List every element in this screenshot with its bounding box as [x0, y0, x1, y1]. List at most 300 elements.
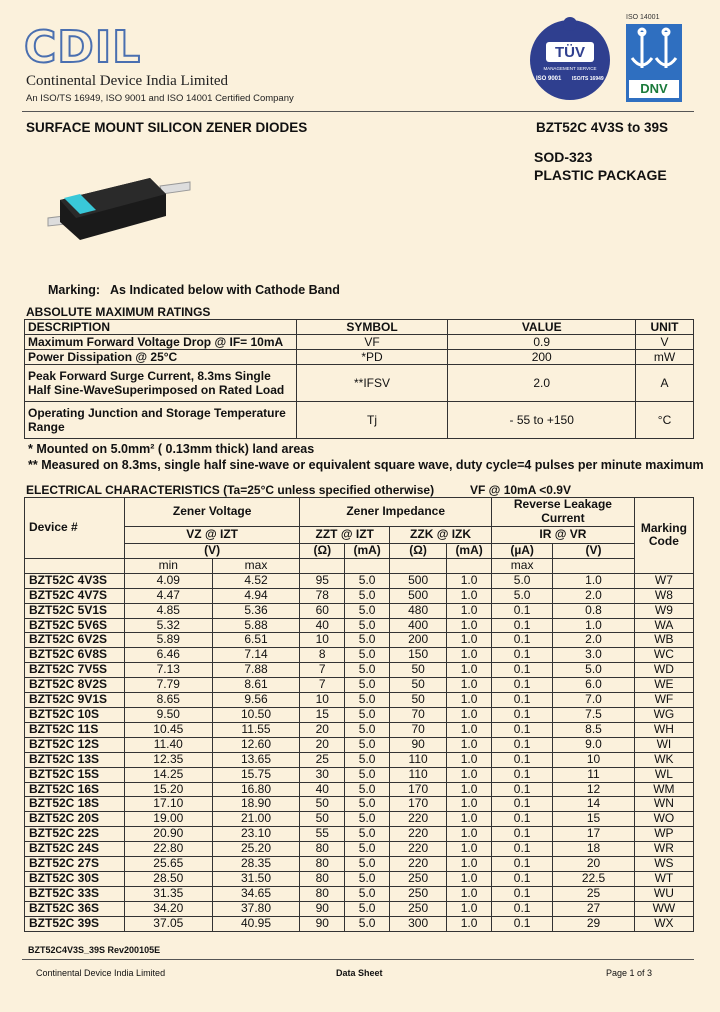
zzk-cell: 90 — [390, 737, 447, 752]
vz-header: VZ @ IZT — [124, 527, 299, 544]
zzk-unit: (Ω) — [390, 544, 447, 559]
izk-cell: 1.0 — [447, 871, 492, 886]
zzt-cell: 7 — [300, 678, 345, 693]
ir-max-header: max — [492, 558, 553, 573]
vz-max-cell: 21.00 — [212, 812, 300, 827]
abs-max-note-1: * Mounted on 5.0mm² ( 0.13mm thick) land areas — [28, 442, 315, 456]
izk-cell: 1.0 — [447, 663, 492, 678]
izt-cell: 5.0 — [345, 693, 390, 708]
izk-cell: 1.0 — [447, 842, 492, 857]
vz-max-cell: 15.75 — [212, 767, 300, 782]
vz-max-cell: 12.60 — [212, 737, 300, 752]
part-range: BZT52C 4V3S to 39S — [536, 120, 669, 135]
ir-cell: 0.1 — [492, 618, 553, 633]
electrical-table — [24, 497, 694, 932]
marking-cell: WC — [634, 648, 693, 663]
marking-cell: WD — [634, 663, 693, 678]
ir-cell: 0.1 — [492, 722, 553, 737]
marking-cell: W7 — [634, 573, 693, 588]
vr-cell: 1.0 — [553, 573, 635, 588]
vr-cell: 15 — [553, 812, 635, 827]
izt-cell: 5.0 — [345, 767, 390, 782]
izt-cell: 5.0 — [345, 886, 390, 901]
device-cell: BZT52C 6V8S — [25, 648, 125, 663]
izt-cell: 5.0 — [345, 618, 390, 633]
value-cell: 200 — [448, 350, 636, 365]
zzk-cell: 50 — [390, 678, 447, 693]
izk-cell: 1.0 — [447, 752, 492, 767]
elec-header-row-1 — [25, 498, 694, 527]
izt-cell: 5.0 — [345, 901, 390, 916]
vf-note: VF @ 10mA <0.9V — [470, 483, 571, 497]
symbol-cell: Tj — [296, 402, 448, 439]
vz-min-cell: 28.50 — [124, 871, 212, 886]
vz-min-cell: 9.50 — [124, 707, 212, 722]
vr-cell: 3.0 — [553, 648, 635, 663]
izt-cell: 5.0 — [345, 707, 390, 722]
izk-cell: 1.0 — [447, 633, 492, 648]
table-row — [25, 588, 694, 603]
vz-max-cell: 18.90 — [212, 797, 300, 812]
vr-cell: 20 — [553, 857, 635, 872]
marking-cell: WA — [634, 618, 693, 633]
marking-cell: WX — [634, 916, 693, 931]
izk-cell: 1.0 — [447, 827, 492, 842]
abs-max-title: ABSOLUTE MAXIMUM RATINGS — [26, 305, 211, 319]
table-row — [25, 707, 694, 722]
vr-cell: 0.8 — [553, 603, 635, 618]
zzt-cell: 80 — [300, 842, 345, 857]
vz-min-cell: 37.05 — [124, 916, 212, 931]
izt-cell: 5.0 — [345, 588, 390, 603]
footer-company: Continental Device India Limited — [36, 968, 166, 978]
table-row — [25, 797, 694, 812]
izt-cell: 5.0 — [345, 722, 390, 737]
company-name: Continental Device India Limited — [26, 73, 229, 89]
marking-cell: WI — [634, 737, 693, 752]
ir-cell: 0.1 — [492, 886, 553, 901]
table-row — [25, 603, 694, 618]
device-cell: BZT52C 4V3S — [25, 573, 125, 588]
marking-cell: WL — [634, 767, 693, 782]
vz-max-cell: 7.14 — [212, 648, 300, 663]
device-cell: BZT52C 11S — [25, 722, 125, 737]
izk-cell: 1.0 — [447, 573, 492, 588]
package-type: PLASTIC PACKAGE — [534, 167, 667, 183]
device-cell: BZT52C 39S — [25, 916, 125, 931]
vz-min-cell: 5.89 — [124, 633, 212, 648]
vr-cell: 22.5 — [553, 871, 635, 886]
dnv-text: DNV — [629, 80, 679, 98]
ir-cell: 0.1 — [492, 707, 553, 722]
vz-min-cell: 31.35 — [124, 886, 212, 901]
zener-impedance-header: Zener Impedance — [300, 498, 492, 527]
vr-cell: 12 — [553, 782, 635, 797]
package-name: SOD-323 — [534, 149, 593, 165]
zzt-cell: 80 — [300, 857, 345, 872]
marking-cell: WS — [634, 857, 693, 872]
ir-cell: 0.1 — [492, 827, 553, 842]
abs-max-note-2: ** Measured on 8.3ms, single half sine-wave or equivalent square wave, duty cycle=4 pulses per minute maximum — [28, 458, 704, 472]
vz-max-cell: 31.50 — [212, 871, 300, 886]
unit-cell: mW — [636, 350, 694, 365]
izt-cell: 5.0 — [345, 916, 390, 931]
vr-unit: (V) — [553, 544, 635, 559]
vz-max-cell: 13.65 — [212, 752, 300, 767]
izt-cell: 5.0 — [345, 842, 390, 857]
zzk-cell: 110 — [390, 752, 447, 767]
col-symbol: SYMBOL — [296, 320, 448, 335]
vz-min-cell: 17.10 — [124, 797, 212, 812]
company-tagline: An ISO/TS 16949, ISO 9001 and ISO 14001 Certified Company — [26, 93, 294, 104]
zzk-cell: 400 — [390, 618, 447, 633]
zzk-cell: 250 — [390, 886, 447, 901]
ir-header: IR @ VR — [492, 527, 635, 544]
zzt-cell: 15 — [300, 707, 345, 722]
device-cell: BZT52C 22S — [25, 827, 125, 842]
vz-max-cell: 4.94 — [212, 588, 300, 603]
marking-cell: WG — [634, 707, 693, 722]
zzt-header: ZZT @ IZT — [300, 527, 390, 544]
vz-max-cell: 25.20 — [212, 842, 300, 857]
izt-cell: 5.0 — [345, 663, 390, 678]
vz-max-cell: 37.80 — [212, 901, 300, 916]
vz-min-cell: 34.20 — [124, 901, 212, 916]
izk-cell: 1.0 — [447, 901, 492, 916]
min-header: min — [124, 558, 212, 573]
tuv-isots: ISO/TS 16949 — [572, 76, 604, 82]
izt-cell: 5.0 — [345, 827, 390, 842]
device-cell: BZT52C 8V2S — [25, 678, 125, 693]
zzk-cell: 220 — [390, 827, 447, 842]
zzk-cell: 500 — [390, 588, 447, 603]
vr-cell: 25 — [553, 886, 635, 901]
marking-cell: WN — [634, 797, 693, 812]
izk-cell: 1.0 — [447, 886, 492, 901]
vz-min-cell: 7.13 — [124, 663, 212, 678]
symbol-cell: **IFSV — [296, 365, 448, 402]
izt-cell: 5.0 — [345, 648, 390, 663]
unit-cell: °C — [636, 402, 694, 439]
zzk-cell: 50 — [390, 663, 447, 678]
marking-cell: WW — [634, 901, 693, 916]
table-row — [25, 857, 694, 872]
vz-min-cell: 6.46 — [124, 648, 212, 663]
table-row — [25, 737, 694, 752]
ir-cell: 0.1 — [492, 857, 553, 872]
abs-max-row — [25, 335, 694, 350]
zzk-cell: 50 — [390, 693, 447, 708]
marking-code-header: Marking Code — [634, 498, 693, 574]
table-row — [25, 812, 694, 827]
marking-text: As Indicated below with Cathode Band — [110, 283, 340, 297]
zzk-cell: 250 — [390, 871, 447, 886]
zzk-cell: 300 — [390, 916, 447, 931]
device-header: Device # — [25, 498, 125, 559]
zzk-cell: 220 — [390, 812, 447, 827]
vz-min-cell: 5.32 — [124, 618, 212, 633]
vz-min-cell: 15.20 — [124, 782, 212, 797]
vz-min-cell: 22.80 — [124, 842, 212, 857]
zzk-cell: 70 — [390, 707, 447, 722]
device-cell: BZT52C 6V2S — [25, 633, 125, 648]
table-row — [25, 901, 694, 916]
table-row — [25, 752, 694, 767]
vr-cell: 29 — [553, 916, 635, 931]
zzt-cell: 90 — [300, 901, 345, 916]
table-row — [25, 722, 694, 737]
vz-max-cell: 5.88 — [212, 618, 300, 633]
izt-cell: 5.0 — [345, 603, 390, 618]
ir-cell: 5.0 — [492, 588, 553, 603]
abs-max-header-row — [25, 320, 694, 335]
ir-cell: 0.1 — [492, 871, 553, 886]
desc-cell: Power Dissipation @ 25°C — [25, 350, 297, 365]
zzk-cell: 70 — [390, 722, 447, 737]
device-cell: BZT52C 16S — [25, 782, 125, 797]
vr-cell: 17 — [553, 827, 635, 842]
izt-cell: 5.0 — [345, 737, 390, 752]
vr-cell: 2.0 — [553, 588, 635, 603]
zzt-cell: 40 — [300, 618, 345, 633]
tuv-badge — [526, 14, 614, 104]
vz-min-cell: 19.00 — [124, 812, 212, 827]
dnv-badge — [626, 24, 682, 102]
izk-cell: 1.0 — [447, 588, 492, 603]
marking-cell: WR — [634, 842, 693, 857]
device-cell: BZT52C 24S — [25, 842, 125, 857]
marking-cell: WE — [634, 678, 693, 693]
device-cell: BZT52C 18S — [25, 797, 125, 812]
vr-cell: 7.0 — [553, 693, 635, 708]
izk-cell: 1.0 — [447, 693, 492, 708]
izk-cell: 1.0 — [447, 678, 492, 693]
zzk-spacer — [390, 558, 447, 573]
company-logo: CDIL — [24, 22, 142, 73]
iso14001-label: ISO 14001 — [626, 14, 660, 21]
zzt-spacer — [300, 558, 345, 573]
zzk-cell: 480 — [390, 603, 447, 618]
izt-cell: 5.0 — [345, 573, 390, 588]
max-header: max — [212, 558, 300, 573]
desc-cell: Peak Forward Surge Current, 8.3ms Single Half Sine-WaveSuperimposed on Rated Load — [25, 365, 297, 402]
vr-cell: 5.0 — [553, 663, 635, 678]
zzt-cell: 20 — [300, 737, 345, 752]
vr-cell: 6.0 — [553, 678, 635, 693]
izt-unit: (mA) — [345, 544, 390, 559]
ir-cell: 0.1 — [492, 812, 553, 827]
col-unit: UNIT — [636, 320, 694, 335]
col-description: DESCRIPTION — [25, 320, 297, 335]
dnv-anchor-icon — [626, 24, 682, 80]
device-cell: BZT52C 20S — [25, 812, 125, 827]
table-row — [25, 678, 694, 693]
marking-cell: WK — [634, 752, 693, 767]
izk-cell: 1.0 — [447, 767, 492, 782]
vz-max-cell: 10.50 — [212, 707, 300, 722]
device-cell: BZT52C 33S — [25, 886, 125, 901]
value-cell: - 55 to +150 — [448, 402, 636, 439]
izk-cell: 1.0 — [447, 812, 492, 827]
izk-cell: 1.0 — [447, 737, 492, 752]
izt-cell: 5.0 — [345, 797, 390, 812]
izt-cell: 5.0 — [345, 678, 390, 693]
marking-cell: W8 — [634, 588, 693, 603]
desc-cell: Operating Junction and Storage Temperature Range — [25, 402, 297, 439]
ir-cell: 0.1 — [492, 797, 553, 812]
zzk-cell: 200 — [390, 633, 447, 648]
abs-max-row — [25, 365, 694, 402]
zzt-cell: 7 — [300, 663, 345, 678]
marking-cell: WP — [634, 827, 693, 842]
abs-max-table — [24, 319, 694, 439]
device-cell: BZT52C 5V6S — [25, 618, 125, 633]
footer-doc-type: Data Sheet — [336, 968, 383, 978]
device-cell: BZT52C 10S — [25, 707, 125, 722]
vz-max-cell: 11.55 — [212, 722, 300, 737]
revision-code: BZT52C4V3S_39S Rev200105E — [28, 945, 161, 955]
vr-cell: 1.0 — [553, 618, 635, 633]
izk-cell: 1.0 — [447, 916, 492, 931]
izt-cell: 5.0 — [345, 871, 390, 886]
vz-max-cell: 4.52 — [212, 573, 300, 588]
vr-cell: 14 — [553, 797, 635, 812]
ir-cell: 5.0 — [492, 573, 553, 588]
vr-spacer — [553, 558, 635, 573]
zzt-cell: 78 — [300, 588, 345, 603]
vz-min-cell: 12.35 — [124, 752, 212, 767]
zzt-unit: (Ω) — [300, 544, 345, 559]
tuv-badge-sub: MANAGEMENT SERVICE — [543, 66, 597, 71]
izt-cell: 5.0 — [345, 857, 390, 872]
device-cell: BZT52C 36S — [25, 901, 125, 916]
zzt-cell: 8 — [300, 648, 345, 663]
elec-header-row-3 — [25, 544, 694, 559]
zzt-cell: 25 — [300, 752, 345, 767]
ir-cell: 0.1 — [492, 678, 553, 693]
zzk-cell: 170 — [390, 797, 447, 812]
zzt-cell: 10 — [300, 693, 345, 708]
elec-header-row-2 — [25, 527, 694, 544]
footer-divider — [22, 959, 694, 960]
reverse-leakage-header: Reverse Leakage Current — [492, 498, 635, 527]
marking-cell: WO — [634, 812, 693, 827]
ir-unit: (µA) — [492, 544, 553, 559]
desc-cell: Maximum Forward Voltage Drop @ IF= 10mA — [25, 335, 297, 350]
table-row — [25, 842, 694, 857]
vz-max-cell: 5.36 — [212, 603, 300, 618]
izt-cell: 5.0 — [345, 782, 390, 797]
table-row — [25, 827, 694, 842]
izt-cell: 5.0 — [345, 752, 390, 767]
izk-cell: 1.0 — [447, 603, 492, 618]
zzt-cell: 55 — [300, 827, 345, 842]
electrical-table-body — [25, 573, 694, 931]
zzk-header: ZZK @ IZK — [390, 527, 492, 544]
marking-cell: WT — [634, 871, 693, 886]
marking-cell: WF — [634, 693, 693, 708]
zzk-cell: 500 — [390, 573, 447, 588]
value-cell: 0.9 — [448, 335, 636, 350]
symbol-cell: *PD — [296, 350, 448, 365]
zzk-cell: 220 — [390, 857, 447, 872]
vz-min-cell: 8.65 — [124, 693, 212, 708]
ir-cell: 0.1 — [492, 782, 553, 797]
vz-max-cell: 23.10 — [212, 827, 300, 842]
izk-cell: 1.0 — [447, 857, 492, 872]
elec-title: ELECTRICAL CHARACTERISTICS (Ta=25°C unless specified otherwise) — [26, 483, 435, 497]
vz-max-cell: 8.61 — [212, 678, 300, 693]
vr-cell: 18 — [553, 842, 635, 857]
vr-cell: 2.0 — [553, 633, 635, 648]
table-row — [25, 693, 694, 708]
zzt-cell: 20 — [300, 722, 345, 737]
table-row — [25, 767, 694, 782]
col-value: VALUE — [448, 320, 636, 335]
header-divider — [22, 111, 694, 112]
vr-cell: 7.5 — [553, 707, 635, 722]
izk-cell: 1.0 — [447, 797, 492, 812]
izt-cell: 5.0 — [345, 633, 390, 648]
vz-min-cell: 7.79 — [124, 678, 212, 693]
table-row — [25, 871, 694, 886]
izt-cell: 5.0 — [345, 812, 390, 827]
value-cell: 2.0 — [448, 365, 636, 402]
unit-cell: V — [636, 335, 694, 350]
product-title: SURFACE MOUNT SILICON ZENER DIODES — [26, 120, 308, 135]
device-cell: BZT52C 12S — [25, 737, 125, 752]
vz-min-cell: 11.40 — [124, 737, 212, 752]
vz-min-cell: 4.85 — [124, 603, 212, 618]
izk-cell: 1.0 — [447, 648, 492, 663]
ir-cell: 0.1 — [492, 603, 553, 618]
vz-unit: (V) — [124, 544, 299, 559]
vz-max-cell: 7.88 — [212, 663, 300, 678]
sod323-package-image — [40, 170, 200, 250]
zzt-cell: 50 — [300, 812, 345, 827]
zzt-cell: 10 — [300, 633, 345, 648]
device-cell: BZT52C 27S — [25, 857, 125, 872]
izk-spacer — [447, 558, 492, 573]
zzt-cell: 80 — [300, 886, 345, 901]
tuv-badge-text: TÜV — [555, 44, 585, 61]
elec-header-row-4 — [25, 558, 694, 573]
marking-label: Marking: — [48, 283, 101, 297]
device-cell: BZT52C 15S — [25, 767, 125, 782]
izk-cell: 1.0 — [447, 782, 492, 797]
zzt-cell: 60 — [300, 603, 345, 618]
zzt-cell: 90 — [300, 916, 345, 931]
ir-cell: 0.1 — [492, 752, 553, 767]
izk-cell: 1.0 — [447, 707, 492, 722]
device-cell: BZT52C 13S — [25, 752, 125, 767]
unit-cell: A — [636, 365, 694, 402]
vz-min-cell: 4.47 — [124, 588, 212, 603]
tuv-iso9001: ISO 9001 — [536, 76, 562, 82]
zzt-cell: 80 — [300, 871, 345, 886]
vz-min-cell: 25.65 — [124, 857, 212, 872]
vr-cell: 9.0 — [553, 737, 635, 752]
device-header-spacer — [25, 558, 125, 573]
zzt-cell: 50 — [300, 797, 345, 812]
table-row — [25, 782, 694, 797]
footer-page-number: Page 1 of 3 — [606, 968, 653, 978]
zzt-cell: 40 — [300, 782, 345, 797]
ir-cell: 0.1 — [492, 842, 553, 857]
zzk-cell: 150 — [390, 648, 447, 663]
vz-max-cell: 16.80 — [212, 782, 300, 797]
zener-voltage-header: Zener Voltage — [124, 498, 299, 527]
